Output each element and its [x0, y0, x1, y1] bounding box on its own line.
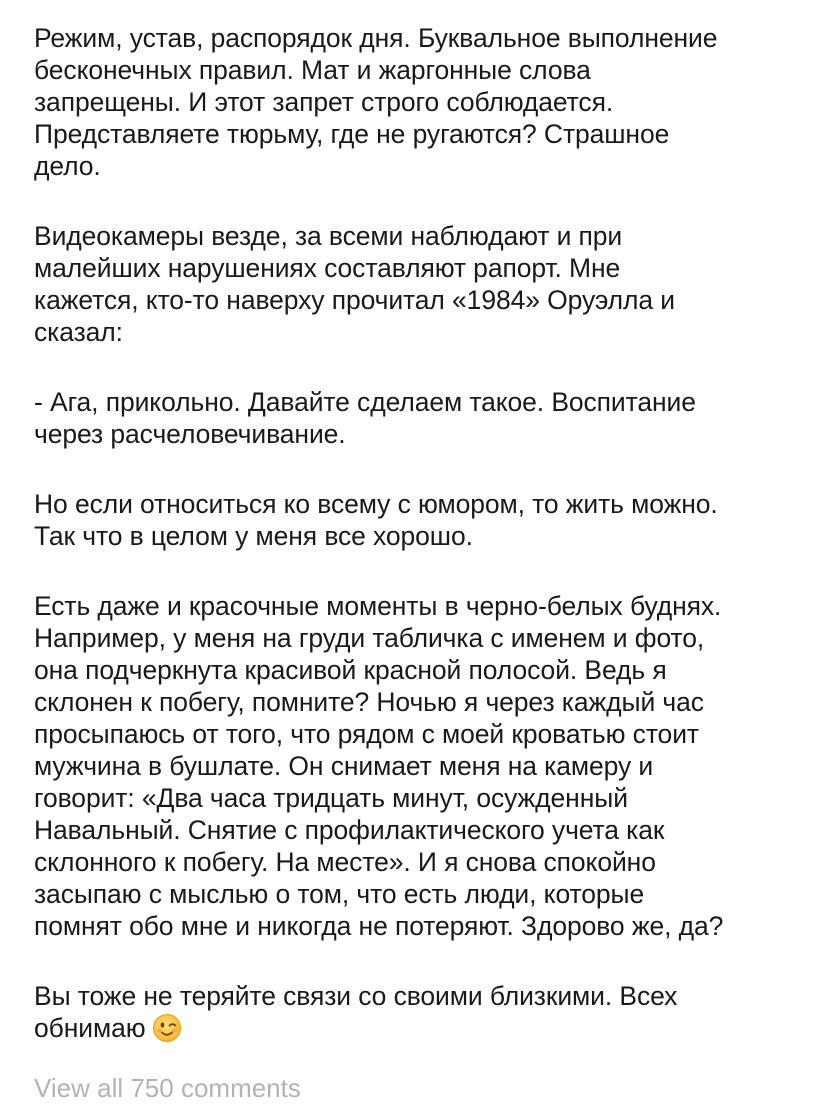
caption-line: говорит: «Два часа тридцать минут, осужденный [34, 783, 628, 813]
caption-line: Вы тоже не теряйте связи со своими близкими. Всех [34, 981, 678, 1011]
caption-paragraph [34, 220, 814, 348]
caption-line: дело. [34, 151, 101, 181]
caption-line: помнят обо мне и никогда не потеряют. Здорово же, да? [34, 911, 724, 941]
caption-line: Так что в целом у меня все хорошо. [34, 521, 473, 551]
caption-line: Например, у меня на груди табличка с именем и фото, [34, 623, 705, 653]
caption-line: малейших нарушениях составляют рапорт. Мне [34, 253, 621, 283]
post-caption [34, 22, 814, 1044]
winking-face-emoji-icon [152, 1013, 182, 1043]
caption-line: просыпаюсь от того, что рядом с моей кроватью стоит [34, 719, 699, 749]
caption-line: Есть даже и красочные моменты в черно-белых буднях. [34, 591, 722, 621]
view-all-comments-link[interactable]: View all 750 comments [34, 1073, 301, 1103]
caption-paragraph [34, 488, 814, 552]
caption-line: склонен к побегу, помните? Ночью я через каждый час [34, 687, 704, 717]
caption-paragraph [34, 22, 814, 182]
caption-line: обнимаю [34, 1013, 146, 1043]
caption-line: Режим, устав, распорядок дня. Буквальное выполнение [34, 23, 718, 53]
caption-line: Видеокамеры везде, за всеми наблюдают и при [34, 221, 623, 251]
caption-paragraph [34, 386, 814, 450]
caption-paragraph [34, 590, 814, 942]
caption-line: запрещены. И этот запрет строго соблюдается. [34, 87, 614, 117]
caption-line: сказал: [34, 317, 123, 347]
caption-line: засыпаю с мыслью о том, что есть люди, которые [34, 879, 645, 909]
caption-line: через расчеловечивание. [34, 419, 346, 449]
caption-line: Навальный. Снятие с профилактического учета как [34, 815, 665, 845]
caption-line: склонного к побегу. На месте». И я снова спокойно [34, 847, 656, 877]
caption-line: Представляете тюрьму, где не ругаются? Страшное [34, 119, 670, 149]
caption-line: она подчеркнута красивой красной полосой. Ведь я [34, 655, 667, 685]
caption-line: бесконечных правил. Мат и жаргонные слова [34, 55, 591, 85]
caption-line: мужчина в бушлате. Он снимает меня на камеру и [34, 751, 654, 781]
caption-line: кажется, кто-то наверху прочитал «1984» Оруэлла и [34, 285, 676, 315]
caption-paragraph [34, 980, 814, 1044]
caption-line: - Ага, прикольно. Давайте сделаем такое. Воспитание [34, 387, 696, 417]
caption-line: Но если относиться ко всему с юмором, то жить можно. [34, 489, 718, 519]
